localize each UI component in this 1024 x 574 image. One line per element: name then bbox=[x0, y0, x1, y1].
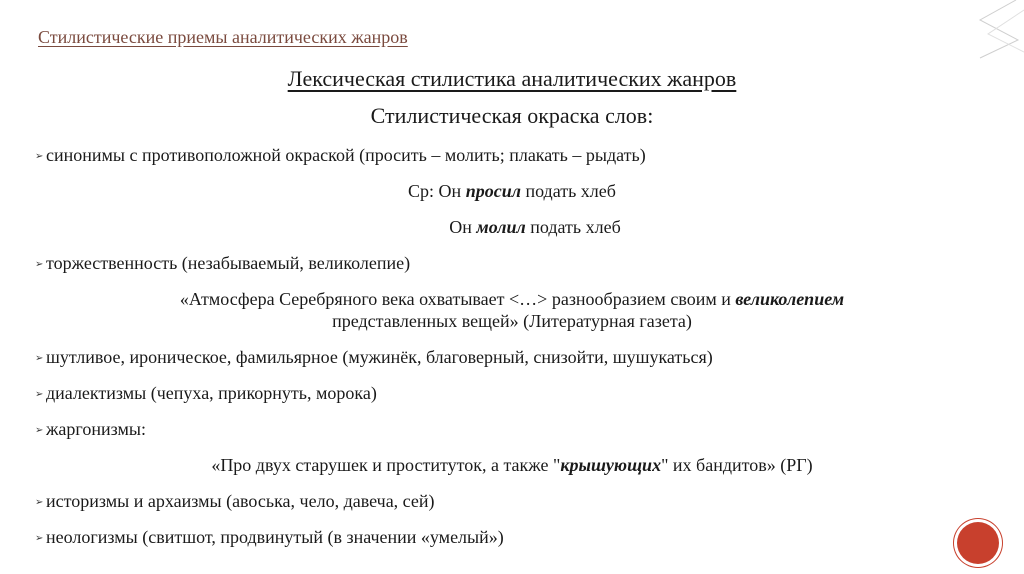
list-item-solemn: ➢ торжественность (незабываемый, великолепие) bbox=[35, 252, 410, 276]
arrow-bullet-icon: ➢ bbox=[35, 353, 44, 364]
quote-2: «Про двух старушек и проституток, а также "крышующих" их бандитов» (РГ) bbox=[211, 455, 813, 475]
list-item-playful: ➢ шутливое, ироническое, фамильярное (мужинёк, благоверный, снизойти, шушукаться) bbox=[35, 346, 713, 370]
example-line-1: Ср: Он просил подать хлеб bbox=[408, 181, 616, 201]
list-item-dialect: ➢ диалектизмы (чепуха, прикорнуть, морока) bbox=[35, 382, 377, 406]
arrow-bullet-icon: ➢ bbox=[35, 497, 44, 508]
circle-nav-icon[interactable] bbox=[957, 522, 999, 564]
example-line-2: Он молил подать хлеб bbox=[449, 217, 621, 237]
main-heading: Лексическая стилистика аналитических жанров bbox=[287, 66, 737, 91]
arrow-bullet-icon: ➢ bbox=[35, 533, 44, 544]
arrow-bullet-icon: ➢ bbox=[35, 389, 44, 400]
arrow-bullet-icon: ➢ bbox=[35, 259, 44, 270]
list-item-jargon: ➢ жаргонизмы: bbox=[35, 418, 146, 442]
list-item-neologisms: ➢ неологизмы (свитшот, продвинутый (в значении «умелый») bbox=[35, 526, 504, 550]
list-item-synonyms: ➢ синонимы с противоположной окраской (просить – молить; плакать – рыдать) bbox=[35, 144, 646, 168]
quote-1-line-1: «Атмосфера Серебряного века охватывает <…> разнообразием своим и великолепием bbox=[179, 289, 845, 309]
arrow-bullet-icon: ➢ bbox=[35, 425, 44, 436]
sub-heading: Стилистическая окраска слов: bbox=[370, 103, 654, 128]
list-item-historic: ➢ историзмы и архаизмы (авоська, чело, давеча, сей) bbox=[35, 490, 435, 514]
quote-1-line-2: представленных вещей» (Литературная газета) bbox=[332, 311, 692, 331]
arrow-bullet-icon: ➢ bbox=[35, 151, 44, 162]
slide-section-title: Стилистические приемы аналитических жанров bbox=[38, 27, 408, 47]
